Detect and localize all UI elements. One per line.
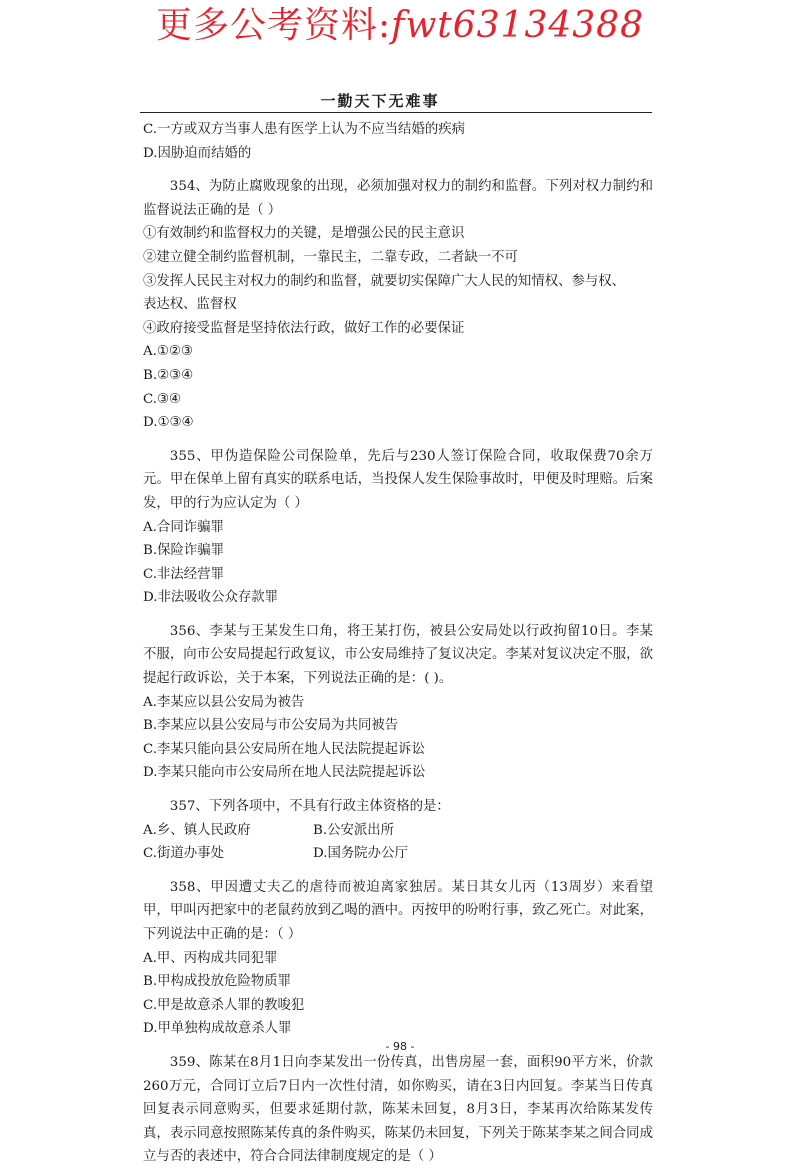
page-number: - 98 - — [385, 1040, 415, 1053]
q354-statement-4: ④政府接受监督是坚持依法行政，做好工作的必要保证 — [143, 320, 465, 336]
q355-stem: 355、甲伪造保险公司保险单，先后与230人签订保险合同，收取保费70余万元。甲在保单上留有真实的联系电话，当投保人发生保险事故时，甲便及时理赔。后案发，甲的行为应认定为（ ） — [143, 448, 653, 511]
q354-stem: 354、为防止腐败现象的出现，必须加强对权力的制约和监督。下列对权力制约和监督说法正确的是（ ） — [143, 179, 653, 218]
q358-stem: 358、甲因遭丈夫乙的虐待而被迫离家独居。某日其女儿丙（13周岁）来看望甲，甲叫丙把家中的老鼠药放到乙喝的酒中。丙按甲的吩咐行事，致乙死亡。对此案，下列说法中正确的是：（ ） — [143, 879, 653, 942]
q358-option-a: A.甲、丙构成共同犯罪 — [143, 950, 278, 966]
q356-option-a: A.李某应以县公安局为被告 — [143, 694, 305, 710]
page-header-title: 一勤天下无难事 — [320, 92, 440, 110]
q357-option-b: B.公安派出所 — [313, 822, 395, 838]
q358-option-b: B.甲构成投放危险物质罪 — [143, 974, 292, 990]
q357-options-row-1 — [143, 819, 653, 843]
watermark-url: fwt63134388 — [391, 5, 644, 46]
watermark-prefix: 更多公考资料: — [156, 5, 392, 46]
q354-statement-2: ②建立健全制约监督机制，一靠民主，二靠专政，二者缺一不可 — [143, 249, 518, 265]
q355-option-a: A.合同诈骗罪 — [143, 519, 224, 535]
q354-option-b: B.②③④ — [143, 367, 194, 383]
q356-stem: 356、李某与王某发生口角，将王某打伤，被县公安局处以行政拘留10日。李某不服，向市公安局提起行政复议，市公安局维持了复议决定。李某对复议决定不服，欲提起行政诉讼，关于本案，下列说法正确的是：( )。 — [143, 623, 653, 687]
q354-statement-3-cont: 表达权、监督权 — [143, 297, 237, 313]
q357-options-row-2 — [143, 842, 653, 866]
q356-option-b: B.李某应以县公安局与市公安局为共同被告 — [143, 718, 399, 734]
page-content — [143, 118, 653, 1169]
q354-option-d: D.①③④ — [143, 415, 194, 431]
q357-stem: 357、下列各项中，不具有行政主体资格的是： — [169, 799, 450, 815]
q355-option-c: C.非法经营罪 — [143, 566, 224, 582]
q358-option-d: D.甲单独构成故意杀人罪 — [143, 1021, 292, 1037]
q357-option-d: D.国务院办公厅 — [313, 846, 408, 862]
q358-option-c: C.甲是故意杀人罪的教唆犯 — [143, 997, 305, 1013]
q356-option-c: C.李某只能向县公安局所在地人民法院提起诉讼 — [143, 741, 425, 757]
q354-statement-1: ①有效制约和监督权力的关键，是增强公民的民主意识 — [143, 226, 465, 242]
q353-option-c: C.一方或双方当事人患有医学上认为不应当结婚的疾病 — [143, 122, 466, 137]
watermark-banner — [0, 4, 800, 48]
q359-stem: 359、陈某在8月1日向李某发出一份传真，出售房屋一套，面积90平方米，价款260万元，合同订立后7日内一次性付清，如你购买，请在3日内回复。李某当日传真回复表示同意购买，但要求延期付款，陈某未回复，8月3日，李某再次给陈某发传真，表示同意按照陈某传真的条件购买，陈某仍未回复，下列关于陈某李某之间合同成立与否的表述中，符合合同法律制度规定的是（ ） — [143, 1054, 653, 1165]
q355-option-b: B.保险诈骗罪 — [143, 543, 225, 559]
q354-statement-3: ③发挥人民民主对权力的制约和监督，就要切实保障广大人民的知情权、参与权、 — [143, 273, 626, 289]
q354-option-c: C.③④ — [143, 391, 182, 407]
q353-option-d: D.因胁迫而结婚的 — [143, 145, 252, 161]
q357-option-c: C.街道办事处 — [143, 846, 224, 862]
q355-option-d: D.非法吸收公众存款罪 — [143, 590, 279, 606]
q354-option-a: A.①②③ — [143, 344, 193, 360]
header-divider — [140, 112, 652, 113]
q356-option-d: D.李某只能向市公安局所在地人民法院提起诉讼 — [143, 765, 426, 781]
q357-option-a: A.乡、镇人民政府 — [143, 822, 251, 838]
